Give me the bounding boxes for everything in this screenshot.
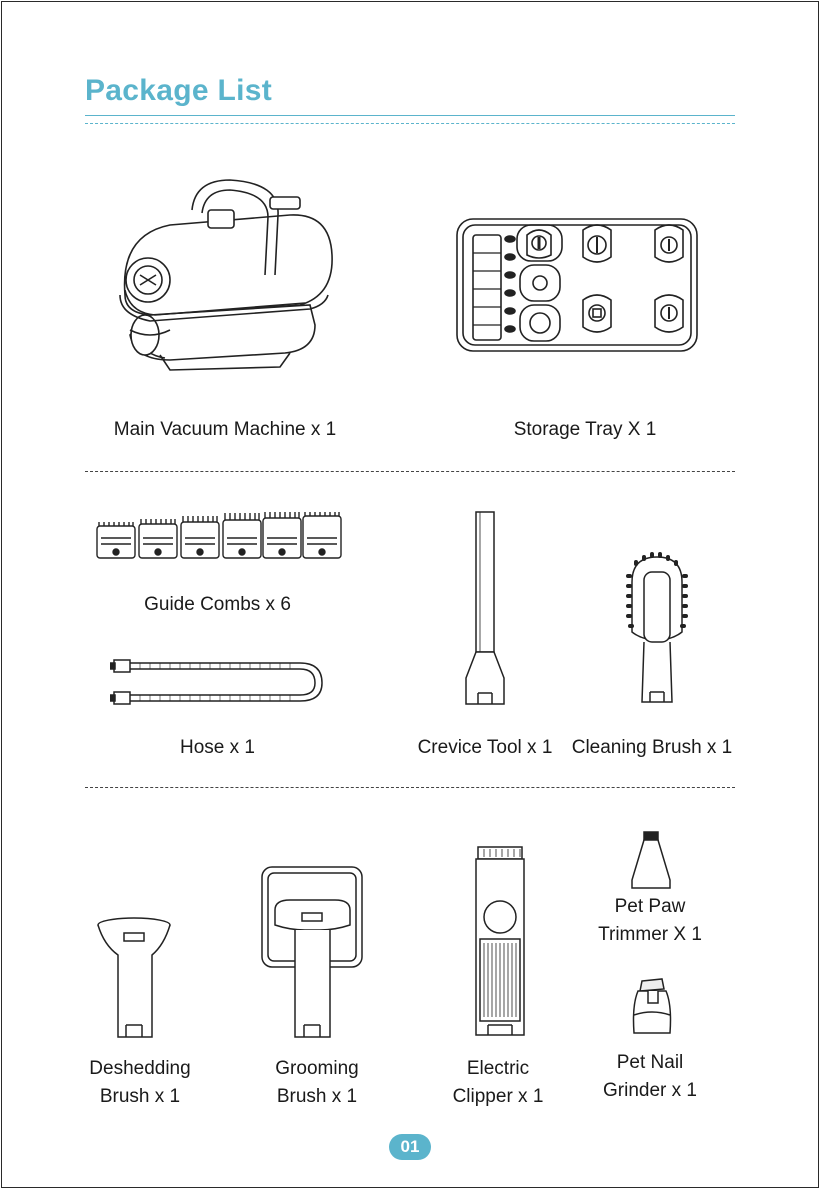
section-divider-2: [85, 787, 735, 788]
title-dashed-rule: [85, 123, 735, 124]
guide-combs-label: Guide Combs x 6: [144, 594, 291, 615]
crevice-tool-label: Crevice Tool x 1: [417, 737, 553, 758]
guide-combs-illustration: [95, 512, 345, 572]
main-vacuum-machine-illustration: [110, 175, 340, 385]
hose-illustration: [110, 655, 330, 710]
deshedding-brush-illustration: [96, 915, 172, 1040]
electric-clipper-label-2: Clipper x 1: [452, 1086, 544, 1107]
title-underline: [85, 115, 735, 116]
section-divider-1: [85, 471, 735, 472]
storage-tray-label: Storage Tray X 1: [513, 419, 657, 440]
cleaning-brush-illustration: [622, 552, 692, 707]
pet-nail-grinder-label-2: Grinder x 1: [603, 1080, 697, 1101]
cleaning-brush-label: Cleaning Brush x 1: [571, 737, 733, 758]
page-title: Package List: [85, 74, 273, 107]
hose-label: Hose x 1: [180, 737, 255, 758]
pet-paw-trimmer-illustration: [628, 830, 674, 890]
crevice-tool-illustration: [460, 508, 510, 708]
electric-clipper-label-1: Electric: [466, 1058, 530, 1079]
pet-paw-trimmer-label-2: Trimmer X 1: [598, 924, 702, 945]
deshedding-brush-label-1: Deshedding: [89, 1058, 191, 1079]
grooming-brush-illustration: [260, 865, 365, 1040]
page-number-badge: 01: [389, 1134, 431, 1160]
storage-tray-illustration: [455, 215, 700, 355]
deshedding-brush-label-2: Brush x 1: [99, 1086, 181, 1107]
pet-nail-grinder-label-1: Pet Nail: [616, 1052, 684, 1073]
grooming-brush-label-2: Brush x 1: [276, 1086, 358, 1107]
electric-clipper-illustration: [470, 845, 530, 1040]
pet-nail-grinder-illustration: [628, 975, 676, 1037]
main-vacuum-label: Main Vacuum Machine x 1: [113, 419, 337, 440]
grooming-brush-label-1: Grooming: [275, 1058, 359, 1079]
pet-paw-trimmer-label-1: Pet Paw: [614, 896, 686, 917]
